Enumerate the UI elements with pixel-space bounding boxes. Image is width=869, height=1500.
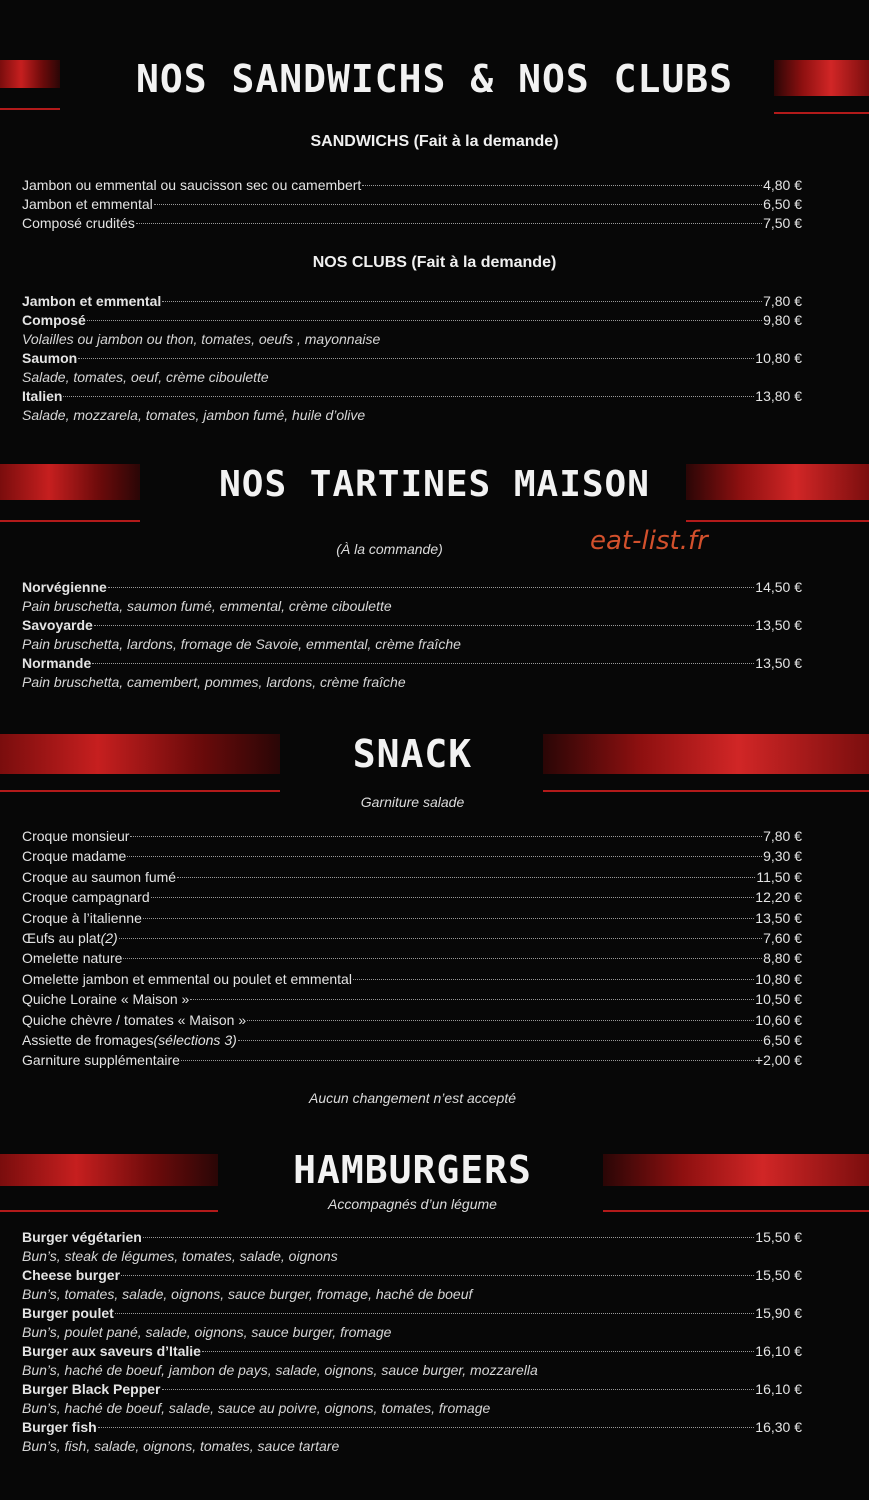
sandwichs-subtitle: SANDWICHS (Fait à la demande) xyxy=(310,133,559,150)
item-price: 16,30 € xyxy=(755,1419,802,1435)
item-name: Burger fish xyxy=(22,1419,97,1435)
item-price: 9,30 € xyxy=(763,848,802,865)
section-title: SNACK xyxy=(352,732,473,776)
dot-leader xyxy=(123,957,762,959)
hamburgers-list xyxy=(22,1228,802,1456)
item-description: Bun’s, haché de boeuf, jambon de pays, salade, oignons, sauce burger, mozzarella xyxy=(22,1362,538,1378)
item-name: Cheese burger xyxy=(22,1267,121,1283)
menu-item xyxy=(22,1304,802,1323)
menu-item xyxy=(22,908,802,928)
dot-leader xyxy=(202,1350,754,1352)
dot-leader xyxy=(78,357,754,359)
item-name: Croque au saumon fumé xyxy=(22,868,177,885)
section-title: NOS SANDWICHS & NOS CLUBS xyxy=(136,57,733,101)
item-price: +2,00 € xyxy=(754,1052,802,1069)
snack-list xyxy=(22,826,802,1071)
item-price: 12,20 € xyxy=(755,889,802,906)
menu-item xyxy=(22,846,802,866)
dot-leader xyxy=(353,978,754,980)
item-price: 6,50 € xyxy=(763,1031,802,1048)
section-header-sandwichs xyxy=(0,55,869,115)
menu-item xyxy=(22,969,802,989)
dot-leader xyxy=(98,1426,755,1428)
menu-item xyxy=(22,1050,802,1070)
item-name: Quiche chèvre / tomates « Maison » xyxy=(22,1011,247,1028)
menu-item xyxy=(22,826,802,846)
menu-item xyxy=(22,654,802,673)
dot-leader xyxy=(143,1236,754,1238)
dot-leader xyxy=(154,203,762,205)
item-description: Pain bruschetta, lardons, fromage de Savoie, emmental, crème fraîche xyxy=(22,636,461,652)
item-name: Croque madame xyxy=(22,848,127,865)
item-price: 7,60 € xyxy=(763,929,802,946)
item-price: 9,80 € xyxy=(763,312,802,328)
item-name: Normande xyxy=(22,655,92,671)
item-price: 13,50 € xyxy=(755,655,802,671)
menu-item xyxy=(22,1030,802,1050)
item-description: Bun’s, haché de boeuf, salade, sauce au poivre, oignons, tomates, fromage xyxy=(22,1400,491,1416)
dot-leader xyxy=(121,1274,754,1276)
dot-leader xyxy=(190,998,754,1000)
item-description: Bun’s, steak de légumes, tomates, salade, oignons xyxy=(22,1248,338,1264)
item-name: Composé crudités xyxy=(22,215,135,231)
menu-item xyxy=(22,176,802,195)
item-name: Jambon et emmental xyxy=(22,293,162,309)
item-name: Saumon xyxy=(22,350,78,366)
item-name: Croque à l’italienne xyxy=(22,909,142,926)
item-price: 10,80 € xyxy=(755,970,802,987)
item-suffix: (2) xyxy=(100,929,118,946)
item-name: Italien xyxy=(22,388,63,404)
item-name: Omelette nature xyxy=(22,950,123,967)
item-price: 10,50 € xyxy=(755,991,802,1008)
dot-leader xyxy=(238,1039,762,1041)
snack-note: Garniture salade xyxy=(360,794,465,810)
item-price: 16,10 € xyxy=(755,1343,802,1359)
item-price: 7,80 € xyxy=(763,828,802,844)
item-description: Pain bruschetta, camembert, pommes, lardons, crème fraîche xyxy=(22,674,406,690)
item-price: 13,80 € xyxy=(755,388,802,404)
item-name: Jambon et emmental xyxy=(22,196,153,212)
menu-item xyxy=(22,195,802,214)
menu-item xyxy=(22,989,802,1009)
item-name: Composé xyxy=(22,312,86,328)
item-name: Quiche Loraine « Maison » xyxy=(22,991,190,1008)
item-name: Burger aux saveurs d’Italie xyxy=(22,1343,201,1359)
menu-item xyxy=(22,1228,802,1247)
item-name: Garniture supplémentaire xyxy=(22,1052,180,1069)
item-name: Burger Black Pepper xyxy=(22,1381,161,1397)
item-name: Assiette de fromages xyxy=(22,1031,154,1048)
menu-item xyxy=(22,349,802,368)
item-price: 6,50 € xyxy=(763,196,802,212)
item-price: 13,50 € xyxy=(755,909,802,926)
item-price: 10,80 € xyxy=(755,350,802,366)
menu-item xyxy=(22,1342,802,1361)
dot-leader xyxy=(127,855,762,857)
dot-leader xyxy=(119,937,762,939)
item-description: Bun’s, fish, salade, oignons, tomates, sauce tartare xyxy=(22,1438,340,1454)
dot-leader xyxy=(115,1312,755,1314)
item-price: 4,80 € xyxy=(763,177,802,193)
dot-leader xyxy=(63,395,754,397)
menu-item xyxy=(22,1010,802,1030)
item-name: Burger poulet xyxy=(22,1305,114,1321)
item-price: 13,50 € xyxy=(755,617,802,633)
menu-item xyxy=(22,1266,802,1285)
watermark: eat-list.fr xyxy=(590,526,708,556)
menu-item xyxy=(22,214,802,233)
hamburgers-note: Accompagnés d’un légume xyxy=(328,1196,497,1212)
section-header-snack xyxy=(0,728,869,794)
item-name: Omelette jambon et emmental ou poulet et emmental xyxy=(22,970,352,987)
clubs-list xyxy=(22,292,802,425)
dot-leader xyxy=(151,896,755,898)
item-price: 11,50 € xyxy=(756,868,802,885)
menu-item xyxy=(22,1418,802,1437)
item-description: Bun’s, tomates, salade, oignons, sauce burger, fromage, haché de boeuf xyxy=(22,1286,473,1302)
item-price: 10,60 € xyxy=(755,1011,802,1028)
item-description: Volailles ou jambon ou thon, tomates, oeufs , mayonnaise xyxy=(22,331,381,347)
menu-item xyxy=(22,1380,802,1399)
menu-item xyxy=(22,387,802,406)
dot-leader xyxy=(92,662,754,664)
item-description: Salade, mozzarela, tomates, jambon fumé, huile d’olive xyxy=(22,407,366,423)
dot-leader xyxy=(162,1388,755,1390)
item-price: 8,80 € xyxy=(763,950,802,967)
item-price: 7,50 € xyxy=(763,215,802,231)
item-price: 14,50 € xyxy=(755,579,802,595)
menu-item xyxy=(22,311,802,330)
item-name: Norvégienne xyxy=(22,579,107,595)
clubs-subtitle: NOS CLUBS (Fait à la demande) xyxy=(312,254,557,271)
dot-leader xyxy=(177,876,755,878)
section-title: HAMBURGERS xyxy=(293,1148,532,1192)
menu-item xyxy=(22,887,802,907)
item-name: Savoyarde xyxy=(22,617,93,633)
section-header-tartines xyxy=(0,458,869,524)
menu-item xyxy=(22,928,802,948)
item-price: 15,50 € xyxy=(755,1267,802,1283)
item-name: Œufs au plat xyxy=(22,929,101,946)
snack-footer-note: Aucun changement n’est accepté xyxy=(308,1090,517,1106)
dot-leader xyxy=(362,184,762,186)
menu-item xyxy=(22,292,802,311)
item-price: 16,10 € xyxy=(755,1381,802,1397)
dot-leader xyxy=(87,319,762,321)
sandwich-list xyxy=(22,176,802,233)
item-price: 7,80 € xyxy=(763,293,802,309)
item-description: Bun’s, poulet pané, salade, oignons, sauce burger, fromage xyxy=(22,1324,392,1340)
tartines-note: (À la commande) xyxy=(336,541,443,557)
item-price: 15,90 € xyxy=(755,1305,802,1321)
item-description: Pain bruschetta, saumon fumé, emmental, crème ciboulette xyxy=(22,598,392,614)
tartines-list xyxy=(22,578,802,692)
dot-leader xyxy=(94,624,754,626)
item-suffix: (sélections 3) xyxy=(153,1031,237,1048)
dot-leader xyxy=(143,917,754,919)
menu-item xyxy=(22,616,802,635)
item-name: Croque campagnard xyxy=(22,889,150,906)
dot-leader xyxy=(136,222,762,224)
dot-leader xyxy=(108,586,754,588)
item-price: 15,50 € xyxy=(755,1229,802,1245)
item-name: Croque monsieur xyxy=(22,828,130,844)
dot-leader xyxy=(181,1059,754,1061)
menu-item xyxy=(22,867,802,887)
menu-item xyxy=(22,948,802,968)
dot-leader xyxy=(130,835,762,837)
dot-leader xyxy=(162,300,762,302)
item-description: Salade, tomates, oeuf, crème ciboulette xyxy=(22,369,269,385)
item-name: Jambon ou emmental ou saucisson sec ou camembert xyxy=(22,177,362,193)
section-title: NOS TARTINES MAISON xyxy=(219,464,650,505)
item-name: Burger végétarien xyxy=(22,1229,142,1245)
dot-leader xyxy=(247,1019,754,1021)
menu-item xyxy=(22,578,802,597)
